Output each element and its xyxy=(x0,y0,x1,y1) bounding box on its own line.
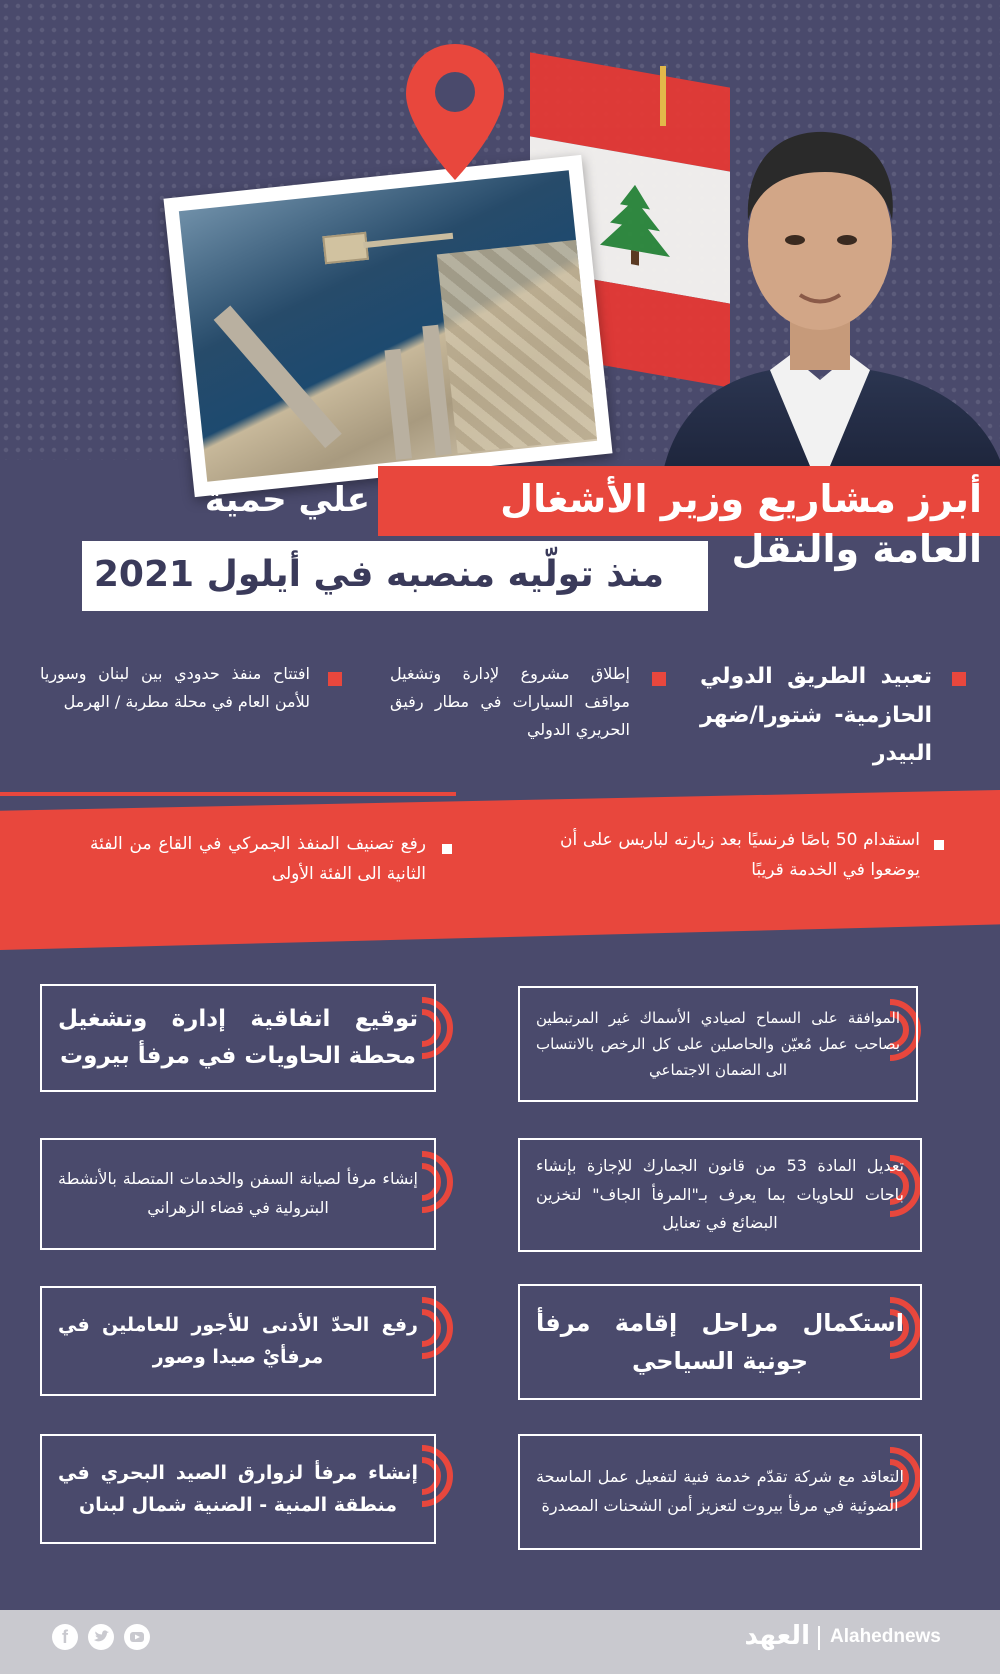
project-box-text: الموافقة على السماح لصيادي الأسماك غير المرتبطين بصاحب عمل مُعيّن والحاصلين على كل الرخص بالانتساب الى الضمان الاجتماعي xyxy=(536,1008,900,1080)
twitter-icon[interactable] xyxy=(88,1624,114,1650)
project-item: استقدام 50 باصًا فرنسيًا بعد زيارته لباريس على أن يوضعوا في الخدمة قريبًا xyxy=(560,830,920,880)
minister-portrait xyxy=(640,80,1000,490)
project-box xyxy=(518,986,918,1102)
section-divider xyxy=(0,792,456,796)
project-box-text: إنشاء مرفأ لصيانة السفن والخدمات المتصلة بالأنشطة البترولية في قضاء الزهراني xyxy=(58,1169,418,1217)
project-item: تعبيد الطريق الدولي الحازمية- شتورا/ضهر البيدر xyxy=(700,664,932,766)
bullet-marker xyxy=(442,844,452,854)
project-box xyxy=(518,1434,922,1550)
bullet-marker xyxy=(934,840,944,850)
title-banner xyxy=(378,466,1000,571)
facebook-icon[interactable]: f xyxy=(52,1624,78,1650)
location-pin-icon xyxy=(400,40,510,190)
subtitle-banner xyxy=(82,541,708,611)
project-box xyxy=(40,1286,436,1396)
youtube-icon[interactable] xyxy=(124,1624,150,1650)
brand-separator xyxy=(818,1626,820,1650)
project-box-text: تعديل المادة 53 من قانون الجمارك للإجازة بإنشاء باحات للحاويات بما يعرف بـ"المرفأ الجاف" لتخزين البضائع في تعنايل xyxy=(536,1155,905,1233)
page-subtitle: منذ تولّيه منصبه في أيلول 2021 xyxy=(93,554,664,595)
project-item: رفع تصنيف المنفذ الجمركي في القاع من الفئة الثانية الى الفئة الأولى xyxy=(90,834,426,884)
project-box-text: التعاقد مع شركة تقدّم خدمة فنية لتفعيل عمل الماسحة الضوئية في مرفأ بيروت لتعزيز أمن الشحنات المصدرة xyxy=(536,1467,904,1515)
project-box-text: رفع الحدّ الأدنى للأجور للعاملين في مرفأيْ صيدا وصور xyxy=(58,1313,418,1368)
project-box-text: توقيع اتفاقية إدارة وتشغيل محطة الحاويات في مرفأ بيروت xyxy=(58,1006,418,1069)
brand-logo-latin: Alahednews xyxy=(830,1626,941,1647)
minister-name: علي حمية xyxy=(204,480,370,520)
harbor-photo xyxy=(163,155,612,497)
project-box-text: استكمال مراحل إقامة مرفأ جونية السياحي xyxy=(536,1308,904,1375)
project-box xyxy=(518,1138,922,1252)
project-box-text: إنشاء مرفأ لزوارق الصيد البحري في منطقة المنية - الضنية شمال لبنان xyxy=(58,1461,418,1516)
page-title: أبرز مشاريع وزير الأشغال العامة والنقل xyxy=(500,477,982,571)
bullet-marker xyxy=(952,672,966,686)
project-box xyxy=(40,984,436,1092)
brand-logo-arabic: العهد xyxy=(744,1621,810,1651)
bullet-marker xyxy=(328,672,342,686)
project-item: افتتاح منفذ حدودي بين لبنان وسوريا للأمن العام في محلة مطربة / الهرمل xyxy=(40,664,310,711)
project-box xyxy=(518,1284,922,1400)
project-box xyxy=(40,1434,436,1544)
project-item: إطلاق مشروع لإدارة وتشغيل مواقف السيارات في مطار رفيق الحريري الدولي xyxy=(390,664,630,739)
bullet-marker xyxy=(652,672,666,686)
project-box xyxy=(40,1138,436,1250)
